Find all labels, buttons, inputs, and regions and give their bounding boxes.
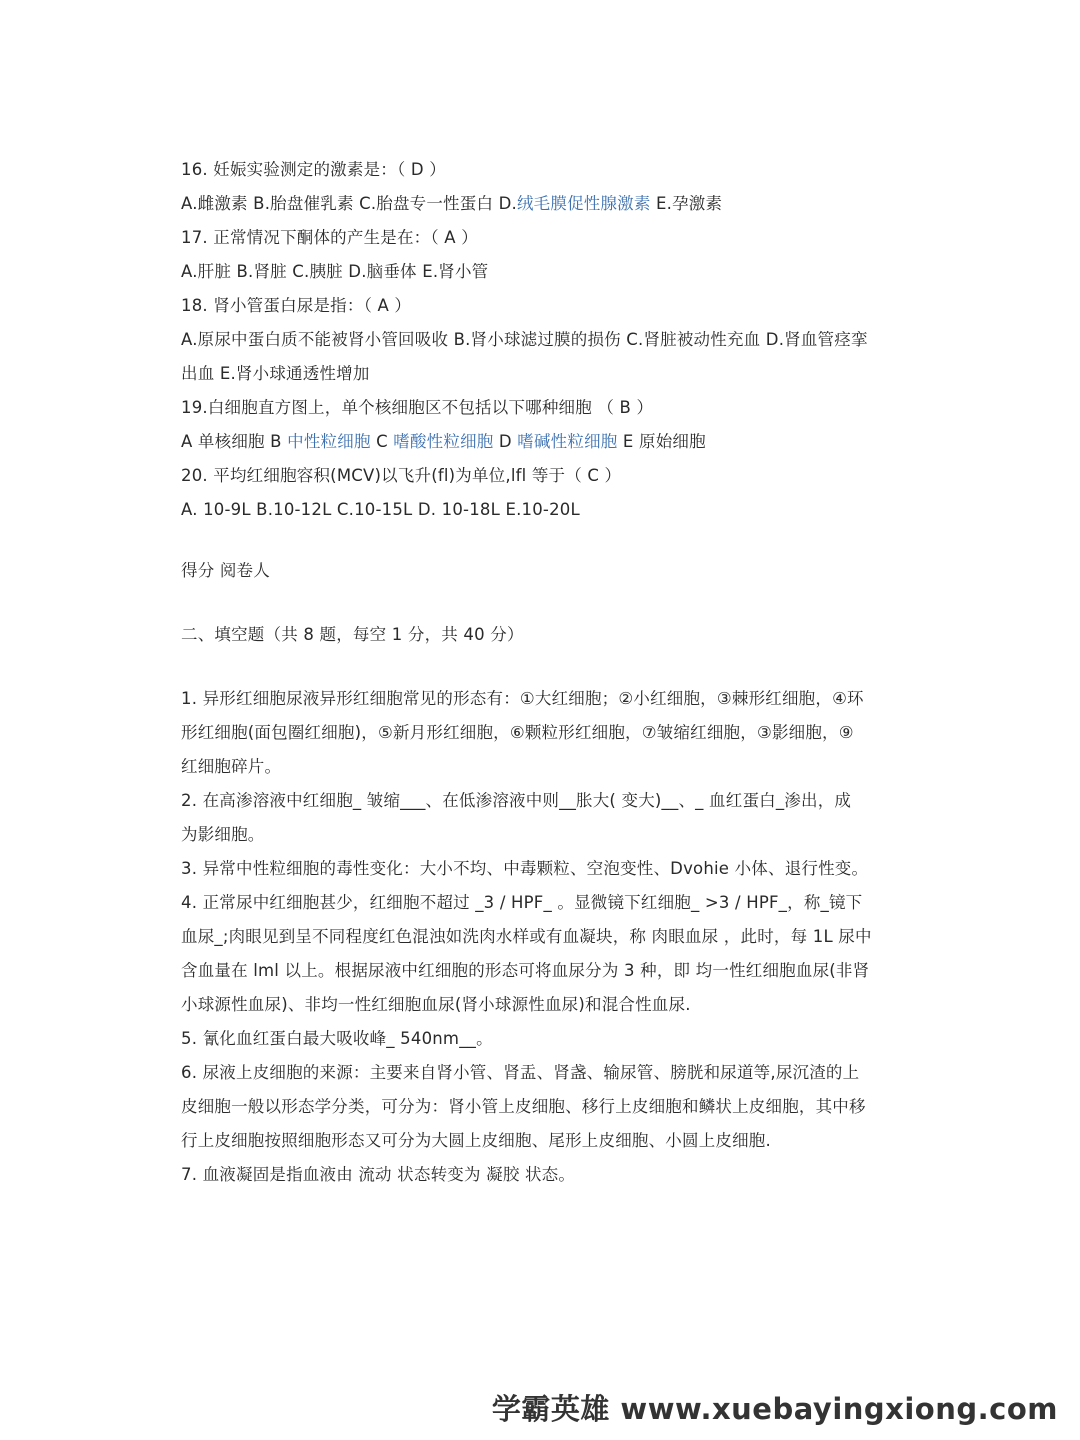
options-text: D bbox=[493, 432, 518, 451]
fill-item-4-cont: 含血量在 lml 以上。根据尿液中红细胞的形态可将血尿分为 3 种，即 均一性红细胞血尿(非肾 bbox=[181, 961, 870, 980]
question-19: 19.白细胞直方图上，单个核细胞区不包括以下哪种细胞 （ B ） bbox=[181, 398, 654, 417]
section-title: 二、填空题（共 8 题，每空 1 分，共 40 分） bbox=[181, 625, 524, 644]
question-18: 18. 肾小管蛋白尿是指：（ A ） bbox=[181, 296, 412, 315]
fill-item-3: 3. 异常中性粒细胞的毒性变化：大小不均、中毒颗粒、空泡变性、Dvohie 小体、退行性变。 bbox=[181, 859, 869, 878]
options-text: C bbox=[370, 432, 394, 451]
score-row: 得分 阅卷人 bbox=[181, 561, 270, 580]
options-text: A 单核细胞 B bbox=[181, 432, 288, 451]
highlighted-term: 嗜酸性粒细胞 bbox=[393, 432, 494, 451]
fill-item-6-cont: 皮细胞一般以形态学分类，可分为：肾小管上皮细胞、移行上皮细胞和鳞状上皮细胞，其中移 bbox=[181, 1097, 866, 1116]
fill-item-1-cont: 红细胞碎片。 bbox=[181, 757, 282, 776]
options-text: E.孕激素 bbox=[650, 194, 723, 213]
question-20-options: A. 10-9L B.10-12L C.10-15L D. 10-18L E.10-20L bbox=[181, 500, 580, 519]
fill-item-6: 6. 尿液上皮细胞的来源：主要来自肾小管、肾盂、肾盏、输尿管、膀胱和尿道等,尿沉渣的上 bbox=[181, 1063, 860, 1082]
fill-item-6-cont: 行上皮细胞按照细胞形态又可分为大圆上皮细胞、尾形上皮细胞、小圆上皮细胞. bbox=[181, 1131, 771, 1150]
options-text: A.雌激素 B.胎盘催乳素 C.胎盘专一性蛋白 D. bbox=[181, 194, 517, 213]
fill-item-7: 7. 血液凝固是指血液由 流动 状态转变为 凝胶 状态。 bbox=[181, 1165, 576, 1184]
fill-item-5: 5. 氰化血红蛋白最大吸收峰_ 540nm__。 bbox=[181, 1029, 493, 1048]
highlighted-term: 嗜碱性粒细胞 bbox=[517, 432, 618, 451]
question-20: 20. 平均红细胞容积(MCV)以飞升(fl)为单位,lfl 等于（ C ） bbox=[181, 466, 622, 485]
highlighted-term: 绒毛膜促性腺激素 bbox=[516, 194, 651, 213]
fill-item-2: 2. 在高渗溶液中红细胞_ 皱缩___、在低渗溶液中则__胀大( 变大)__、_ 血红蛋白_渗出，成 bbox=[181, 791, 852, 810]
fill-item-1-cont: 形红细胞(面包圈红细胞)，⑤新月形红细胞，⑥颗粒形红细胞，⑦皱缩红细胞，③影细胞，⑨ bbox=[181, 723, 854, 742]
fill-item-1: 1. 异形红细胞尿液异形红细胞常见的形态有：①大红细胞；②小红细胞，③棘形红细胞，④环 bbox=[181, 689, 864, 708]
options-text: E 原始细胞 bbox=[617, 432, 706, 451]
question-17-options: A.肝脏 B.肾脏 C.胰脏 D.脑垂体 E.肾小管 bbox=[181, 262, 489, 281]
fill-item-4: 4. 正常尿中红细胞甚少，红细胞不超过 _3 / HPF_ 。显微镜下红细胞_ >3 / HPF_，称_镜下 bbox=[181, 893, 863, 912]
question-18-options: A.原尿中蛋白质不能被肾小管回吸收 B.肾小球滤过膜的损伤 C.肾脏被动性充血 D.肾血管痉挛 bbox=[181, 330, 868, 349]
highlighted-term: 中性粒细胞 bbox=[287, 432, 371, 451]
site-watermark: 学霸英雄 www.xuebayingxiong.com bbox=[491, 1392, 1058, 1426]
question-17: 17. 正常情况下酮体的产生是在：（ A ） bbox=[181, 228, 478, 247]
question-16-options bbox=[181, 193, 722, 215]
fill-item-4-cont: 小球源性血尿)、非均一性红细胞血尿(肾小球源性血尿)和混合性血尿. bbox=[181, 995, 691, 1014]
question-18-options-cont: 出血 E.肾小球通透性增加 bbox=[181, 364, 370, 383]
fill-item-4-cont: 血尿_;肉眼见到呈不同程度红色混浊如洗肉水样或有血凝块，称 肉眼血尿 ，此时，每 1L 尿中 bbox=[181, 927, 872, 946]
question-19-options bbox=[181, 431, 706, 453]
question-16: 16. 妊娠实验测定的激素是：（ D ） bbox=[181, 160, 446, 179]
fill-item-2-cont: 为影细胞。 bbox=[181, 825, 265, 844]
